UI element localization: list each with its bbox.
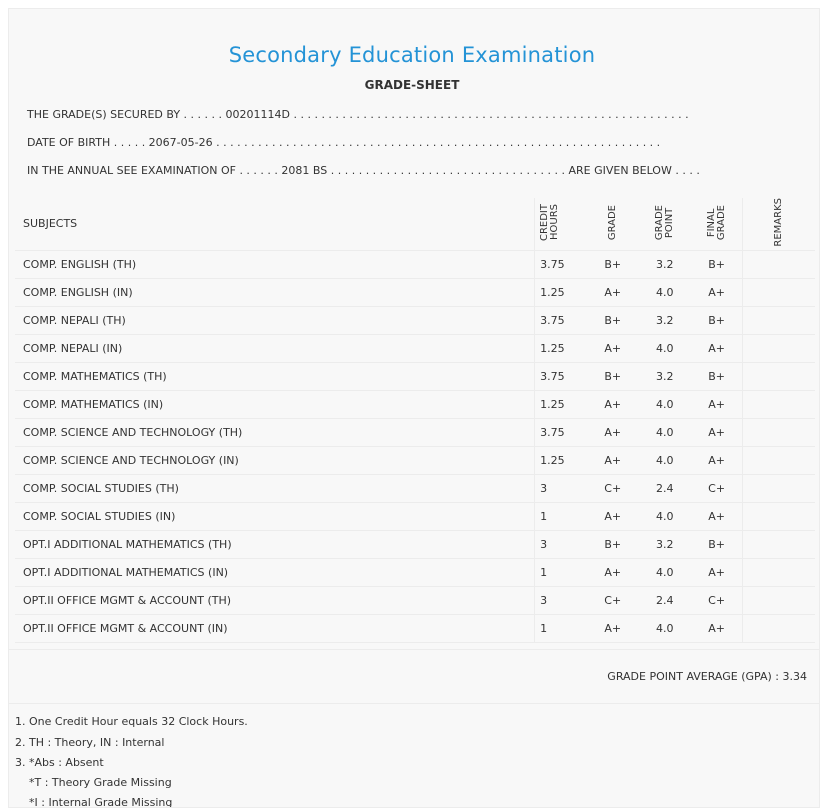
final-grade-cell: A+	[691, 390, 743, 418]
grade-cell: C+	[587, 474, 639, 502]
remarks-cell	[743, 362, 815, 390]
subject-cell: OPT.I ADDITIONAL MATHEMATICS (TH)	[15, 530, 535, 558]
grade-cell: A+	[587, 390, 639, 418]
secured-by-line: THE GRADE(S) SECURED BY . . . . . . 00201114D . . . . . . . . . . . . . . . . . . . . . . . . . . . . . . . . . . . . . . . . . . . . . . . . . . . . . . . . .	[27, 108, 689, 121]
subject-cell: COMP. ENGLISH (TH)	[15, 250, 535, 278]
subject-cell: COMP. SCIENCE AND TECHNOLOGY (TH)	[15, 418, 535, 446]
grade-point-cell: 4.0	[639, 614, 691, 642]
table-row	[15, 250, 815, 278]
table-row	[15, 446, 815, 474]
note-theory-missing: *T : Theory Grade Missing	[29, 776, 172, 789]
grade-point-cell: 2.4	[639, 474, 691, 502]
grade-cell: C+	[587, 586, 639, 614]
grade-cell: A+	[587, 446, 639, 474]
header-final-grade	[691, 198, 743, 250]
notes-divider	[9, 703, 820, 704]
table-row	[15, 474, 815, 502]
final-grade-cell: A+	[691, 334, 743, 362]
credit-hours-cell: 3.75	[535, 250, 587, 278]
grade-cell: B+	[587, 250, 639, 278]
credit-hours-cell: 1	[535, 502, 587, 530]
header-credit-hours	[535, 198, 587, 250]
table-row	[15, 390, 815, 418]
grade-sheet-panel	[8, 8, 820, 808]
final-grade-cell: B+	[691, 362, 743, 390]
grade-point-cell: 4.0	[639, 334, 691, 362]
header-subjects	[15, 198, 535, 250]
date-of-birth-line: DATE OF BIRTH . . . . . 2067-05-26 . . . . . . . . . . . . . . . . . . . . . . . . . . . . . . . . . . . . . . . . . . . . . . . . . . . . . . . . . . . . . . . .	[27, 136, 661, 149]
table-row	[15, 418, 815, 446]
table-row	[15, 362, 815, 390]
grade-cell: B+	[587, 530, 639, 558]
final-grade-cell: A+	[691, 446, 743, 474]
grade-cell: A+	[587, 614, 639, 642]
remarks-cell	[743, 390, 815, 418]
grade-cell: A+	[587, 278, 639, 306]
header-grade-point-label: GRADE POINT	[653, 204, 675, 240]
subject-cell: COMP. SOCIAL STUDIES (IN)	[15, 502, 535, 530]
remarks-cell	[743, 474, 815, 502]
grade-point-cell: 4.0	[639, 418, 691, 446]
remarks-cell	[743, 530, 815, 558]
remarks-cell	[743, 306, 815, 334]
grade-point-cell: 4.0	[639, 558, 691, 586]
table-row	[15, 502, 815, 530]
credit-hours-cell: 3.75	[535, 362, 587, 390]
grade-point-cell: 4.0	[639, 502, 691, 530]
grade-point-cell: 3.2	[639, 530, 691, 558]
note-internal-missing: *I : Internal Grade Missing	[29, 796, 173, 808]
remarks-cell	[743, 446, 815, 474]
note-absent: 3. *Abs : Absent	[15, 756, 104, 769]
subject-cell: COMP. NEPALI (TH)	[15, 306, 535, 334]
grade-point-cell: 4.0	[639, 390, 691, 418]
remarks-cell	[743, 278, 815, 306]
grade-point-cell: 3.2	[639, 306, 691, 334]
subject-cell: OPT.II OFFICE MGMT & ACCOUNT (TH)	[15, 586, 535, 614]
remarks-cell	[743, 586, 815, 614]
table-row	[15, 614, 815, 642]
grade-table-header-row	[15, 198, 815, 250]
grade-cell: A+	[587, 418, 639, 446]
credit-hours-cell: 1	[535, 558, 587, 586]
subject-cell: OPT.I ADDITIONAL MATHEMATICS (IN)	[15, 558, 535, 586]
final-grade-cell: A+	[691, 558, 743, 586]
grade-cell: A+	[587, 558, 639, 586]
final-grade-cell: A+	[691, 502, 743, 530]
grade-table	[15, 198, 815, 643]
table-row	[15, 334, 815, 362]
header-remarks	[743, 198, 815, 250]
credit-hours-cell: 1.25	[535, 334, 587, 362]
grade-cell: A+	[587, 334, 639, 362]
exam-year-line: IN THE ANNUAL SEE EXAMINATION OF . . . . . . 2081 BS . . . . . . . . . . . . . . . . . . . . . . . . . . . . . . . . . . ARE GIVEN BELOW . . . .	[27, 164, 700, 177]
grade-cell: A+	[587, 502, 639, 530]
subject-cell: COMP. MATHEMATICS (IN)	[15, 390, 535, 418]
grade-point-cell: 3.2	[639, 250, 691, 278]
grade-point-cell: 4.0	[639, 446, 691, 474]
table-row	[15, 586, 815, 614]
header-remarks-label: REMARKS	[773, 198, 785, 247]
credit-hours-cell: 1.25	[535, 390, 587, 418]
remarks-cell	[743, 334, 815, 362]
remarks-cell	[743, 558, 815, 586]
final-grade-cell: A+	[691, 614, 743, 642]
header-credit-hours-label: CREDIT HOURS	[539, 203, 561, 241]
subject-cell: OPT.II OFFICE MGMT & ACCOUNT (IN)	[15, 614, 535, 642]
note-credit-hour: 1. One Credit Hour equals 32 Clock Hours.	[15, 715, 248, 728]
credit-hours-cell: 1.25	[535, 278, 587, 306]
grade-point-cell: 4.0	[639, 278, 691, 306]
final-grade-cell: A+	[691, 278, 743, 306]
subject-cell: COMP. MATHEMATICS (TH)	[15, 362, 535, 390]
grade-sheet-title: GRADE-SHEET	[364, 78, 460, 92]
final-grade-cell: B+	[691, 306, 743, 334]
remarks-cell	[743, 502, 815, 530]
grade-point-cell: 2.4	[639, 586, 691, 614]
header-final-grade-label: FINAL GRADE	[705, 204, 727, 240]
credit-hours-cell: 3.75	[535, 306, 587, 334]
header-subjects-label: SUBJECTS	[23, 217, 78, 231]
subject-cell: COMP. ENGLISH (IN)	[15, 278, 535, 306]
table-row	[15, 306, 815, 334]
subject-cell: COMP. NEPALI (IN)	[15, 334, 535, 362]
header-grade-point	[639, 198, 691, 250]
table-row	[15, 530, 815, 558]
subject-cell: COMP. SCIENCE AND TECHNOLOGY (IN)	[15, 446, 535, 474]
header-grade-label: GRADE	[606, 204, 618, 240]
credit-hours-cell: 3	[535, 586, 587, 614]
credit-hours-cell: 1.25	[535, 446, 587, 474]
header-grade	[587, 198, 639, 250]
final-grade-cell: C+	[691, 474, 743, 502]
credit-hours-cell: 3	[535, 474, 587, 502]
exam-title: Secondary Education Examination	[228, 43, 596, 67]
credit-hours-cell: 3	[535, 530, 587, 558]
table-row	[15, 278, 815, 306]
table-row	[15, 558, 815, 586]
remarks-cell	[743, 250, 815, 278]
credit-hours-cell: 1	[535, 614, 587, 642]
final-grade-cell: B+	[691, 530, 743, 558]
remarks-cell	[743, 418, 815, 446]
grade-table-body	[15, 250, 815, 642]
remarks-cell	[743, 614, 815, 642]
note-th-in: 2. TH : Theory, IN : Internal	[15, 736, 165, 749]
final-grade-cell: B+	[691, 250, 743, 278]
credit-hours-cell: 3.75	[535, 418, 587, 446]
table-bottom-divider	[9, 649, 820, 650]
final-grade-cell: A+	[691, 418, 743, 446]
gpa-summary: GRADE POINT AVERAGE (GPA) : 3.34	[607, 670, 807, 683]
subject-cell: COMP. SOCIAL STUDIES (TH)	[15, 474, 535, 502]
final-grade-cell: C+	[691, 586, 743, 614]
grade-point-cell: 3.2	[639, 362, 691, 390]
grade-cell: B+	[587, 362, 639, 390]
grade-cell: B+	[587, 306, 639, 334]
